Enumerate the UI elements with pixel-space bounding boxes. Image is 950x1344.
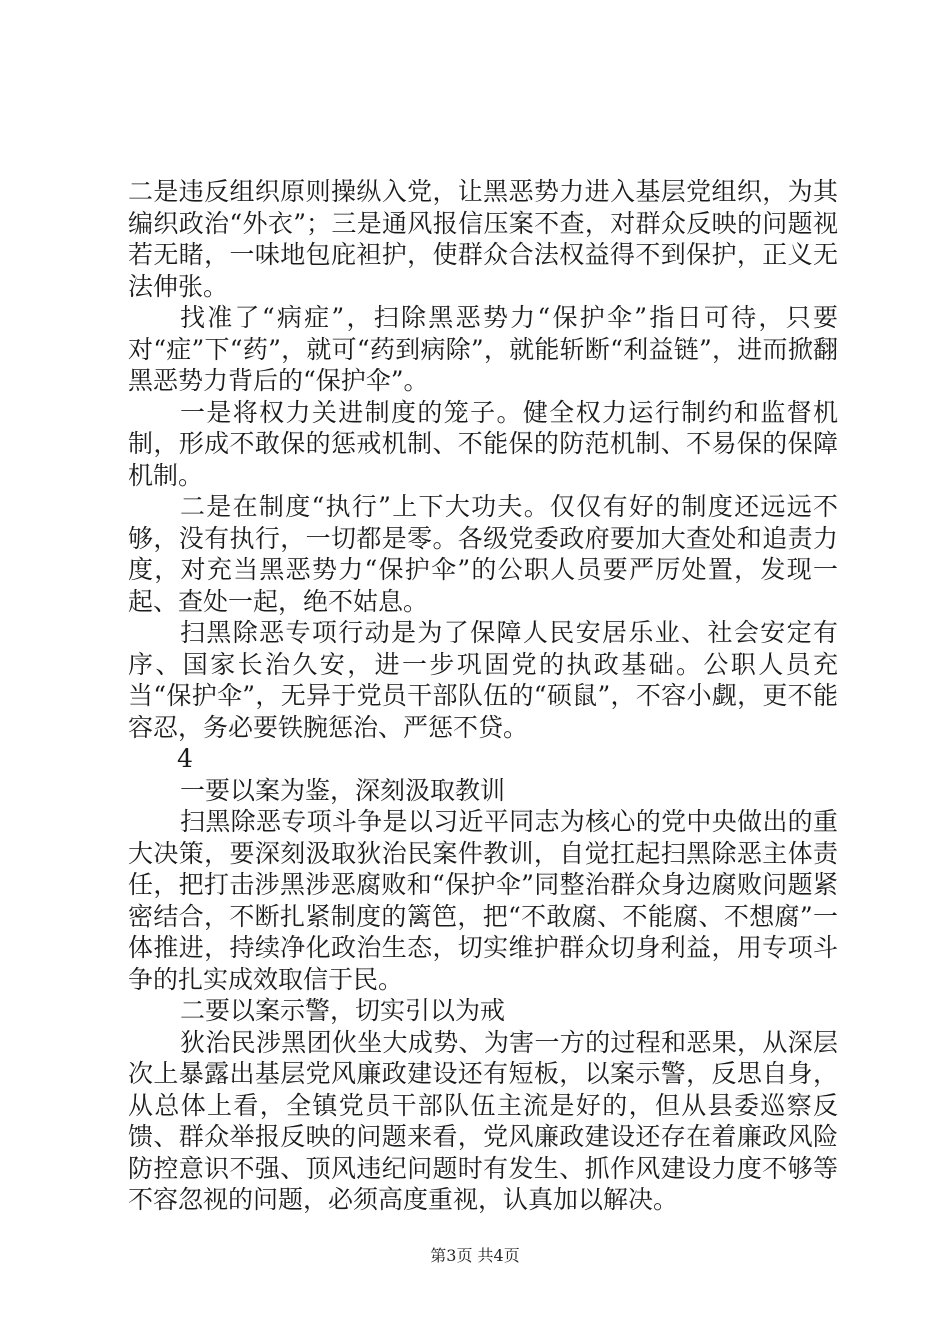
paragraph-1: 二是违反组织原则操纵入党，让黑恶势力进入基层党组织，为其编织政治“外衣”；三是通风报信压案不查，对群众反映的问题视若无睹，一味地包庇袒护，使群众合法权益得不到保护，正义无法伸张。 [128,177,838,301]
paragraph-3: 一是将权力关进制度的笼子。健全权力运行制约和监督机制，形成不敢保的惩戒机制、不能保的防范机制、不易保的保障机制。 [128,397,838,490]
paragraph-5: 扫黑除恶专项行动是为了保障人民安居乐业、社会安定有序、国家长治久安，进一步巩固党的执政基础。公职人员充当“保护伞”，无异于党员干部队伍的“硕鼠”，不容小觑，更不能容忍，务必要铁腕惩治、严惩不贷。 [128,618,838,742]
paragraph-7: 狄治民涉黑团伙坐大成势、为害一方的过程和恶果，从深层次上暴露出基层党风廉政建设还有短板，以案示警，反思自身，从总体上看，全镇党员干部队伍主流是好的，但从县委巡察反馈、群众举报反映的问题来看，党风廉政建设还存在着廉政风险防控意识不强、顶风违纪问题时有发生、抓作风建设力度不够等不容忽视的问题，必须高度重视，认真加以解决。 [128,1027,838,1214]
document-body [128,176,838,1216]
paragraph-4: 二是在制度“执行”上下大功夫。仅仅有好的制度还远远不够，没有执行，一切都是零。各级党委政府要加大查处和追责力度，对充当黑恶势力“保护伞”的公职人员要严厉处置，发现一起、查处一起，绝不姑息。 [128,492,838,616]
heading-2: 二要以案示警，切实引以为戒 [180,996,506,1025]
heading-1: 一要以案为鉴，深刻汲取教训 [180,775,506,805]
paragraph-6: 扫黑除恶专项斗争是以习近平同志为核心的党中央做出的重大决策，要深刻汲取狄治民案件教训，自觉扛起扫黑除恶主体责任，把打击涉黑涉恶腐败和“保护伞”同整治群众身边腐败问题紧密结合，不断扎紧制度的篱笆，把“不敢腐、不能腐、不想腐”一体推进，持续净化政治生态，切实维护群众切身利益，用专项斗争的扎实成效取信于民。 [128,807,838,994]
page-footer: 第3页 共4页 [430,1246,520,1265]
section-number: 4 [177,744,193,773]
paragraph-2: 找准了“病症”，扫除黑恶势力“保护伞”指日可待，只要对“症”下“药”，就可“药到病除”，就能斩断“利益链”，进而掀翻黑恶势力背后的“保护伞”。 [128,303,838,395]
